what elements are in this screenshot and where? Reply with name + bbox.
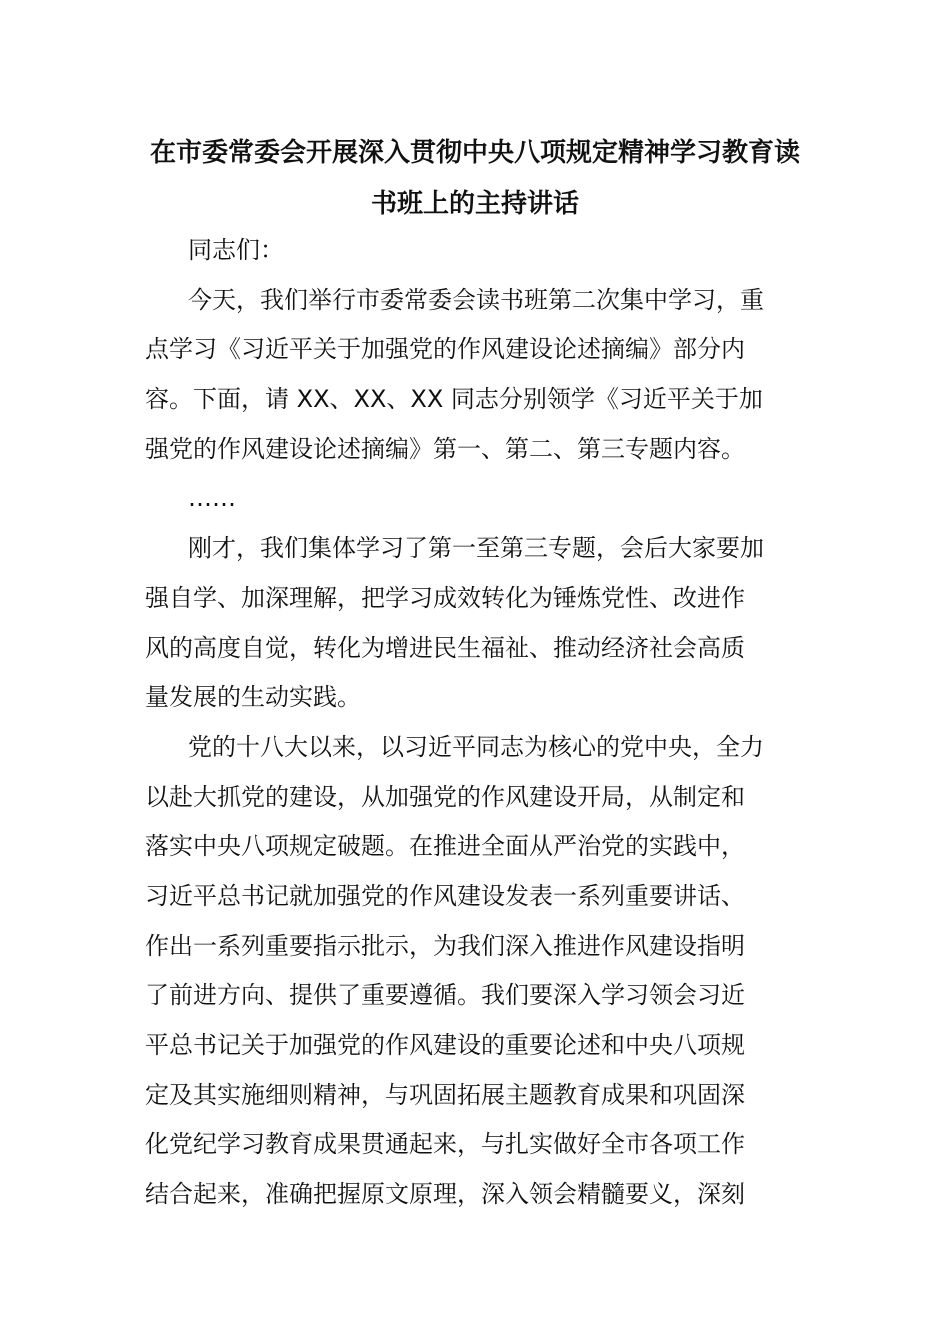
body-line: 点学习《习近平关于加强党的作风建设论述摘编》部分内 — [145, 335, 745, 364]
body-line: 党的十八大以来，以习近平同志为核心的党中央，全力 — [188, 732, 764, 761]
body-line: 强自学、加深理解，把学习成效转化为锤炼党性、改进作 — [145, 583, 745, 612]
body-line: 作出一系列重要指示批示，为我们深入推进作风建设指明 — [145, 931, 745, 960]
body-line: 容。下面，请 XX、XX、XX 同志分别领学《习近平关于加 — [145, 385, 763, 414]
body-line: 了前进方向、提供了重要遵循。我们要深入学习领会习近 — [145, 981, 745, 1010]
body-line: 落实中央八项规定破题。在推进全面从严治党的实践中， — [145, 832, 745, 861]
body-line: 强党的作风建设论述摘编》第一、第二、第三专题内容。 — [145, 434, 745, 463]
body-line: 以赴大抓党的建设，从加强党的作风建设开局，从制定和 — [145, 782, 745, 811]
body-line: 同志们： — [188, 236, 284, 264]
title-line-2: 书班上的主持讲话 — [370, 189, 579, 219]
body-line: 习近平总书记就加强党的作风建设发表一系列重要讲话、 — [145, 881, 745, 910]
body-line: 刚才，我们集体学习了第一至第三专题，会后大家要加 — [188, 534, 764, 563]
title-line-1: 在市委常委会开展深入贯彻中央八项规定精神学习教育读 — [149, 138, 800, 168]
body-line: 风的高度自觉，转化为增进民生福祉、推动经济社会高质 — [145, 633, 745, 662]
document-title — [145, 128, 805, 230]
body-line: 今天，我们举行市委常委会读书班第二次集中学习，重 — [188, 285, 764, 314]
body-line: 定及其实施细则精神，与巩固拓展主题教育成果和巩固深 — [145, 1080, 745, 1109]
body-line: 化党纪学习教育成果贯通起来，与扎实做好全市各项工作 — [145, 1130, 745, 1159]
body-line: …… — [188, 484, 236, 513]
document-body — [145, 226, 805, 1220]
body-line: 结合起来，准确把握原文原理，深入领会精髓要义，深刻 — [145, 1180, 745, 1209]
body-line: 量发展的生动实践。 — [145, 683, 361, 712]
body-line: 平总书记关于加强党的作风建设的重要论述和中央八项规 — [145, 1031, 745, 1059]
